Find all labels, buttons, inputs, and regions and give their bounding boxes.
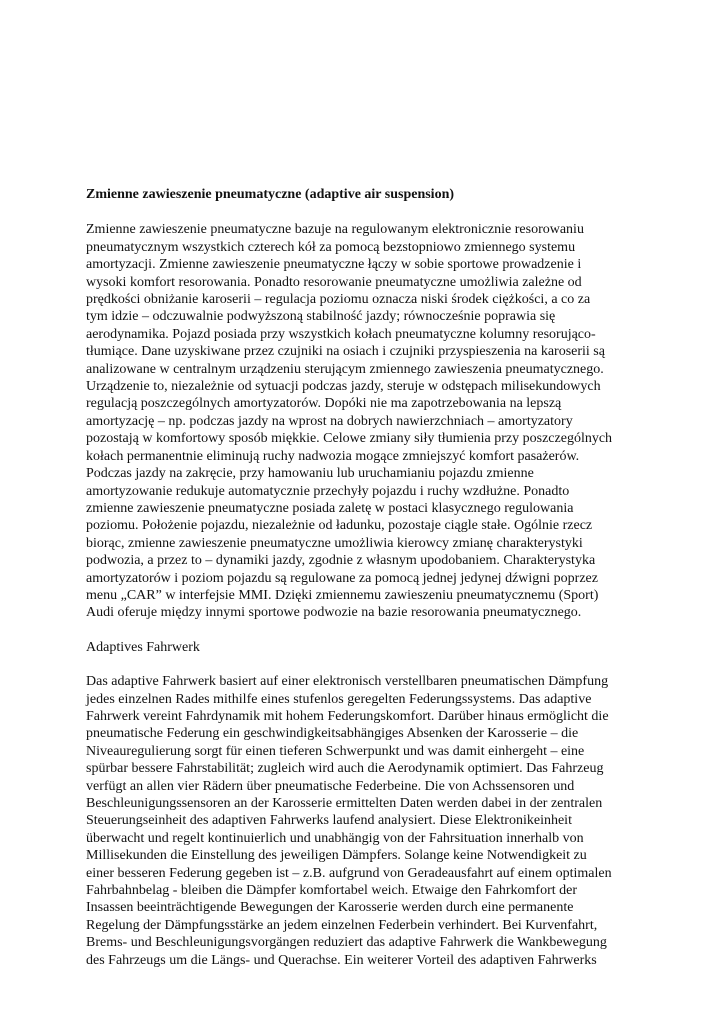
text-line: regulacją poszczególnych amortyzatorów. Dopóki nie ma zapotrzebowania na lepszą xyxy=(86,396,562,412)
text-line: Das adaptive Fahrwerk basiert auf einer elektronisch verstellbaren pneumatischen Dämpfung xyxy=(86,674,609,690)
text-line: Podczas jazdy na zakręcie, przy hamowaniu lub uruchamianiu pojazdu zmienne xyxy=(86,466,534,482)
text-line: Millisekunden die Einstellung des jeweiligen Dämpfers. Solange keine Notwendigkeit zu xyxy=(86,848,587,864)
text-line: Beschleunigungssensoren an der Karosserie ermittelten Daten werden dabei in der zentralen xyxy=(86,796,603,811)
text-line: Brems- und Beschleunigungsvorgängen reduziert das adaptive Fahrwerk die Wankbewegung xyxy=(86,935,607,951)
text-line: pneumatycznym wszystkich czterech kół za pomocą bezstopniowo zmiennego systemu xyxy=(86,239,576,255)
text-line: pneumatische Federung ein geschwindigkeitsabhängiges Absenken der Karosserie – die xyxy=(86,726,579,742)
text-line: überwacht und regelt kontinuierlich und unabhängig von der Fahrsituation innerhalb von xyxy=(86,830,584,846)
text-line: analizowane w centralnym urządzeniu sterującym zmiennego zawieszenia pneumatycznego. xyxy=(86,361,604,377)
text-line: menu „CAR” w interfejsie MMI. Dzięki zmiennemu zawieszeniu pneumatycznemu (Sport) xyxy=(86,587,599,603)
text-line: biorąc, zmienne zawieszenie pneumatyczne umożliwia kierowcy zmianę charakterystyki xyxy=(86,535,583,551)
paragraph-gap xyxy=(86,656,646,673)
text-line: des Fahrzeugs um die Längs- und Querachse. Ein weiterer Vorteil des adaptiven Fahrwerks xyxy=(86,952,597,968)
document-title: Zmienne zawieszenie pneumatyczne (adaptive air suspension) xyxy=(86,187,455,202)
text-line: Fahrwerk vereint Fahrdynamik mit hohem Federungskomfort. Darüber hinaus ermöglicht die xyxy=(86,708,609,724)
text-line: zmienne zawieszenie pneumatyczne posiada zaletę w postaci klasycznego regulowania xyxy=(86,500,574,516)
text-line: Urządzenie to, niezależnie od sytuacji podczas jazdy, steruje w odstępach milisekundowych xyxy=(86,379,601,395)
text-line: amortyzacji. Zmienne zawieszenie pneumatyczne łączy w sobie sportowe prowadzenie i xyxy=(86,257,582,273)
text-line: spürbar bessere Fahrstabilität; zugleich wird auch die Aerodynamik optimiert. Das Fahrzeug xyxy=(86,761,604,777)
text-line: amortyzatorów i poziom pojazdu są regulowane za pomocą jednej jedynej dźwigni poprzez xyxy=(86,570,598,586)
paragraph-gap xyxy=(86,622,646,639)
text-line: amortyzowanie redukuje automatycznie przechyły pojazdu i ruchy wzdłużne. Ponadto xyxy=(86,483,570,499)
text-line: podwozia, a przez to – dynamiki jazdy, zgodnie z własnym upodobaniem. Charakterystyka xyxy=(86,553,596,569)
paragraph-polish xyxy=(86,221,646,621)
text-line: amortyzację – np. podczas jazdy na wprost na dobrych nawierzchniach – amortyzatory xyxy=(86,413,573,429)
text-line: prędkości obniżanie karoserii – regulacja poziomu oznacza niski środek ciężkości, a co za xyxy=(86,292,591,308)
paragraph-german xyxy=(86,673,646,969)
text-line: Audi oferuje między innymi sportowe podwozie na bazie resorowania pneumatycznego. xyxy=(86,605,582,621)
text-line: Insassen beeinträchtigende Bewegungen der Karosserie werden durch eine permanente xyxy=(86,900,574,916)
text-line: Zmienne zawieszenie pneumatyczne bazuje na regulowanym elektronicznie resorowaniu xyxy=(86,222,584,238)
text-line: jedes einzelnen Rades mithilfe eines stufenlos geregelten Federungssystems. Das adaptive xyxy=(86,691,592,707)
document-page xyxy=(86,186,646,969)
text-line: Niveauregulierung sorgt für einen tieferen Schwerpunkt und was damit einhergeht – eine xyxy=(86,743,585,759)
text-line: wysoki komfort resorowania. Ponadto resorowanie pneumatyczne umożliwia zależne od xyxy=(86,274,582,290)
text-line: verfügt an allen vier Rädern über pneumatische Federbeine. Die von Achssensoren und xyxy=(86,778,575,794)
text-line: Steuerungseinheit des adaptiven Fahrwerks laufend analysiert. Diese Elektronikeinheit xyxy=(86,813,572,829)
text-line: kołach permanentnie eliminują ruchy nadwozia mogące zmniejszyć komfort pasażerów. xyxy=(86,448,580,464)
text-line: Regelung der Dämpfungsstärke an jedem einzelnen Federbein verhindert. Bei Kurvenfahrt, xyxy=(86,917,598,933)
text-line: aerodynamika. Pojazd posiada przy wszystkich kołach pneumatyczne kolumny resorująco- xyxy=(86,326,596,342)
text-line: tłumiące. Dane uzyskiwane przez czujniki na osiach i czujniki przyspieszenia na karoserii są xyxy=(86,344,605,360)
text-line: pozostają w komfortowy sposób miękkie. Celowe zmiany siły tłumienia przy poszczególnych xyxy=(86,431,613,447)
text-line: tym idzie – odczuwalnie podwyższoną stabilność jazdy; równocześnie poprawia się xyxy=(86,309,556,325)
section-heading: Adaptives Fahrwerk xyxy=(86,639,200,655)
text-line: Fahrbahnbelag - bleiben die Dämpfer komfortabel weich. Etwaige den Fahrkomfort der xyxy=(86,883,577,899)
text-line: einer besseren Federung gegeben ist – z.B. aufgrund von Geradeausfahrt auf einem optimalen xyxy=(86,865,612,881)
text-line: poziomu. Położenie pojazdu, niezależnie od ładunku, pozostaje ciągle stałe. Ogólnie rzecz xyxy=(86,518,593,534)
